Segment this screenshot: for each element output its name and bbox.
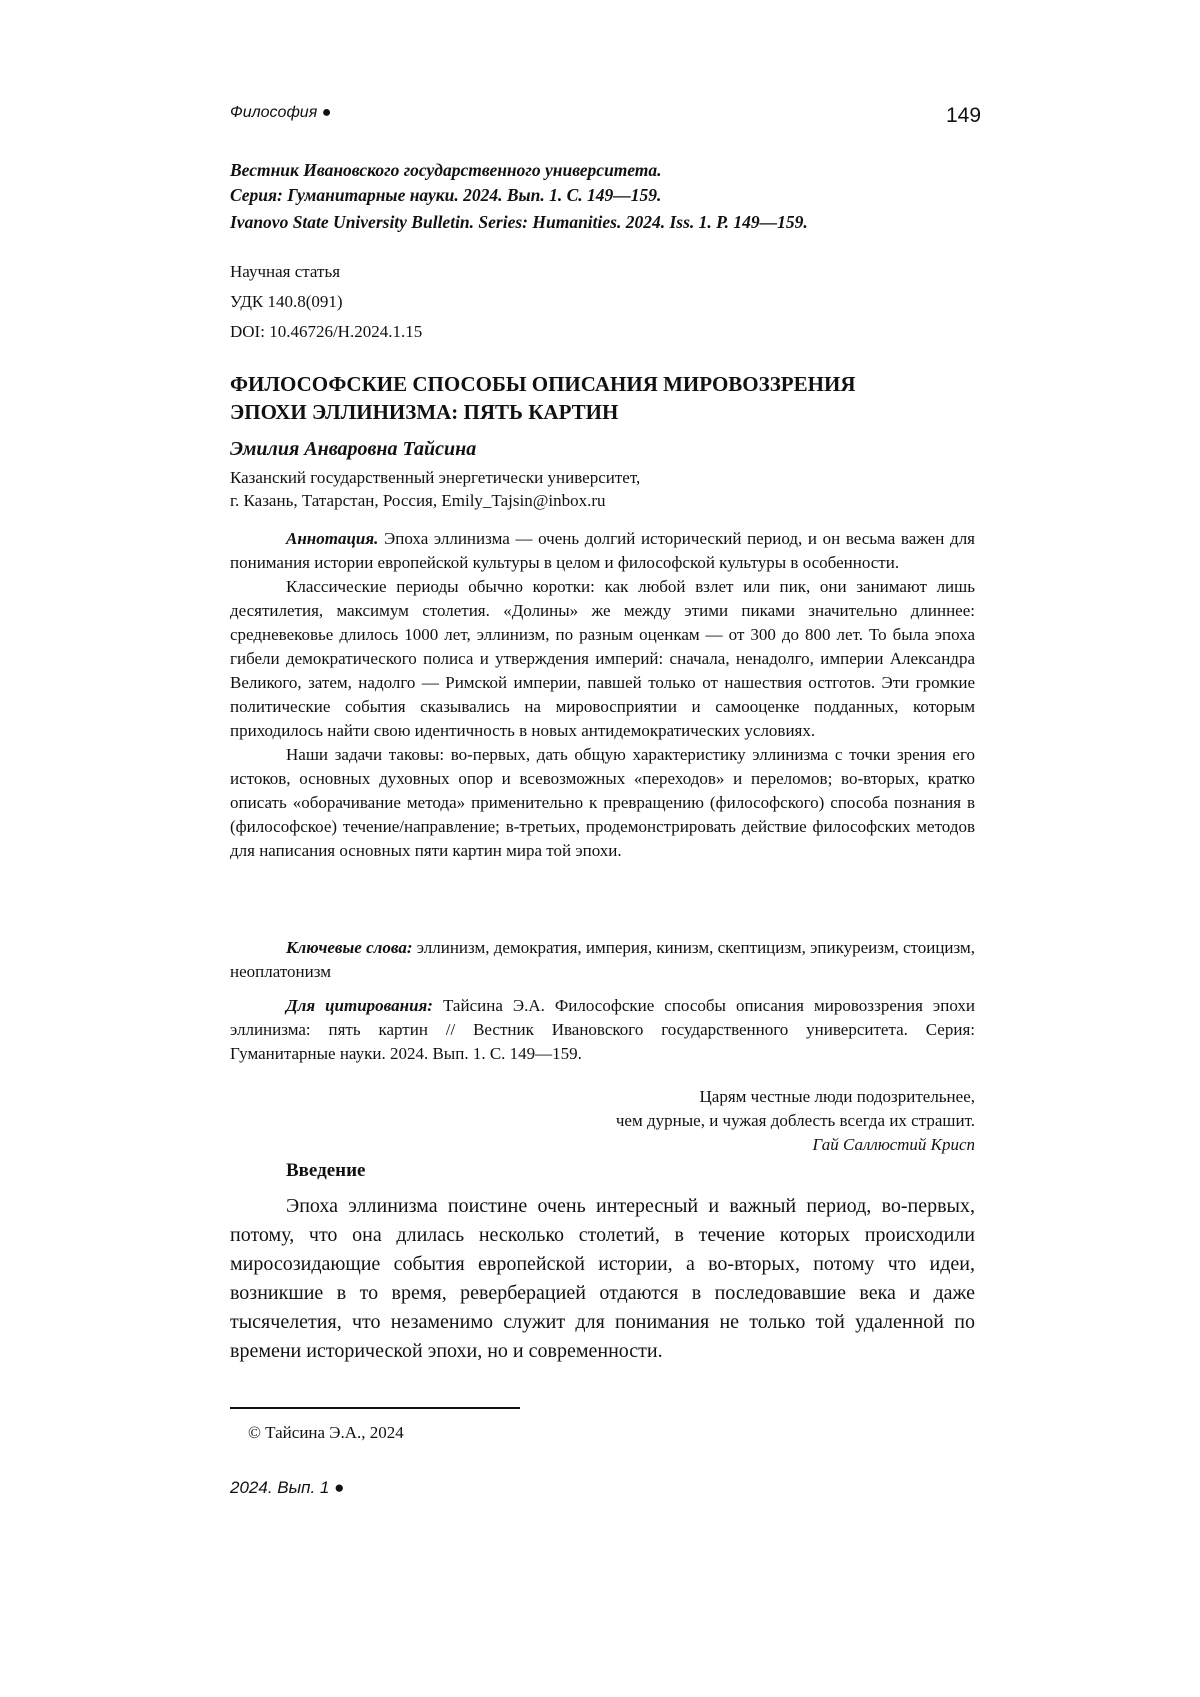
author-name: Эмилия Анваровна Тайсина bbox=[230, 438, 477, 460]
epigraph-author: Гай Саллюстий Крисп bbox=[812, 1135, 975, 1154]
bulletin-citation-ru bbox=[230, 158, 990, 208]
author-affiliation bbox=[230, 466, 640, 512]
copyright: © Тайсина Э.А., 2024 bbox=[248, 1423, 404, 1442]
citation bbox=[230, 994, 975, 1066]
abstract-paragraph-2: Классические периоды обычно коротки: как любой взлет или пик, они занимают лишь десятилетия, максимум столетия. «Долины» же между этими пиками значительно длиннее: средневековье длилось 1000 лет, эллинизм, по разным оценкам — от 300 до 800 лет. То была эпоха гибели демократического полиса и утверждения империй: сначала, ненадолго, империи Александра Великого, затем, надолго — Римской империи, павшей только от нашествия остготов. Эти громкие политические события сказывались на мировосприятии и самооценке подданных, которым приходилось найти свою идентичность в новых антидемократических условиях. bbox=[230, 577, 975, 740]
citation-label: Для цитирования: bbox=[286, 996, 433, 1015]
abstract-text-1: Эпоха эллинизма — очень долгий исторический период, и он весьма важен для понимания истории европейской культуры в целом и философской культуры в особенности. bbox=[230, 529, 976, 572]
running-head-text: Философия bbox=[230, 104, 318, 121]
abstract bbox=[230, 527, 975, 863]
title-line-1: ФИЛОСОФСКИЕ СПОСОБЫ ОПИСАНИЯ МИРОВОЗЗРЕНИЯ bbox=[230, 372, 856, 396]
article-type: Научная статья bbox=[230, 262, 341, 281]
section-heading: Введение bbox=[286, 1160, 366, 1181]
doi: DOI: 10.46726/H.2024.1.15 bbox=[230, 322, 423, 341]
keywords-text: эллинизм, демократия, империя, кинизм, скептицизм, эпикуреизм, стоицизм, неоплатонизм bbox=[230, 938, 976, 981]
epigraph bbox=[500, 1085, 975, 1157]
keywords-label: Ключевые слова: bbox=[286, 938, 413, 957]
footnote-divider bbox=[230, 1407, 520, 1409]
bulletin-citation-en: Ivanovo State University Bulletin. Series: Humanities. 2024. Iss. 1. P. 149—159. bbox=[230, 212, 808, 232]
title-line-2: ЭПОХИ ЭЛЛИНИЗМА: ПЯТЬ КАРТИН bbox=[230, 400, 619, 424]
abstract-paragraph-3: Наши задачи таковы: во-первых, дать общую характеристику эллинизма с точки зрения его истоков, основных духовных опор и всевозможных «переходов» и переломов; во-вторых, кратко описать «оборачивание метода» применительно к превращению (философского) способа познания в (философское) течение/направление; в-третьих, продемонстрировать действие философских методов для написания основных пяти картин мира той эпохи. bbox=[230, 745, 975, 860]
epigraph-line-1: Царям честные люди подозрительнее, bbox=[699, 1087, 975, 1106]
epigraph-line-2: чем дурные, и чужая доблесть всегда их страшит. bbox=[615, 1111, 975, 1130]
page-number: 149 bbox=[946, 104, 982, 127]
citation-text: Тайсина Э.А. Философские способы описания мировоззрения эпохи эллинизма: пять картин // Вестник Ивановского государственного университета. Серия: Гуманитарные науки. 2024. Вып. 1. С. 149—159. bbox=[230, 996, 975, 1063]
keywords bbox=[230, 936, 975, 984]
abstract-paragraph-1 bbox=[230, 527, 975, 575]
affiliation-line-1: Казанский государственный энергетически университет, bbox=[230, 468, 641, 487]
footer-issue: 2024. Вып. 1 bbox=[230, 1478, 330, 1497]
article-title bbox=[230, 370, 990, 426]
abstract-label: Аннотация. bbox=[286, 529, 379, 548]
page-footer bbox=[230, 1478, 344, 1498]
bulletin-line-2: Серия: Гуманитарные науки. 2024. Вып. 1. С. 149—159. bbox=[230, 185, 662, 205]
affiliation-line-2: г. Казань, Татарстан, Россия, Emily_Tajsin@inbox.ru bbox=[230, 491, 606, 510]
bullet-icon: ● bbox=[321, 104, 332, 121]
footer-bullet-icon: ● bbox=[334, 1478, 345, 1497]
introduction-paragraph: Эпоха эллинизма поистине очень интересный и важный период, во-первых, потому, что она длилась несколько столетий, в течение которых происходили миросозидающие события европейской истории, а во-вторых, потому что идеи, возникшие в то время, реверберацией отдаются в последовавшие века и даже тысячелетия, что незаменимо служит для понимания не только той удаленной по времени исторической эпохи, но и современности. bbox=[230, 1195, 975, 1362]
bulletin-line-1: Вестник Ивановского государственного университета. bbox=[230, 160, 662, 180]
running-head bbox=[230, 104, 331, 122]
udk: УДК 140.8(091) bbox=[230, 292, 343, 311]
